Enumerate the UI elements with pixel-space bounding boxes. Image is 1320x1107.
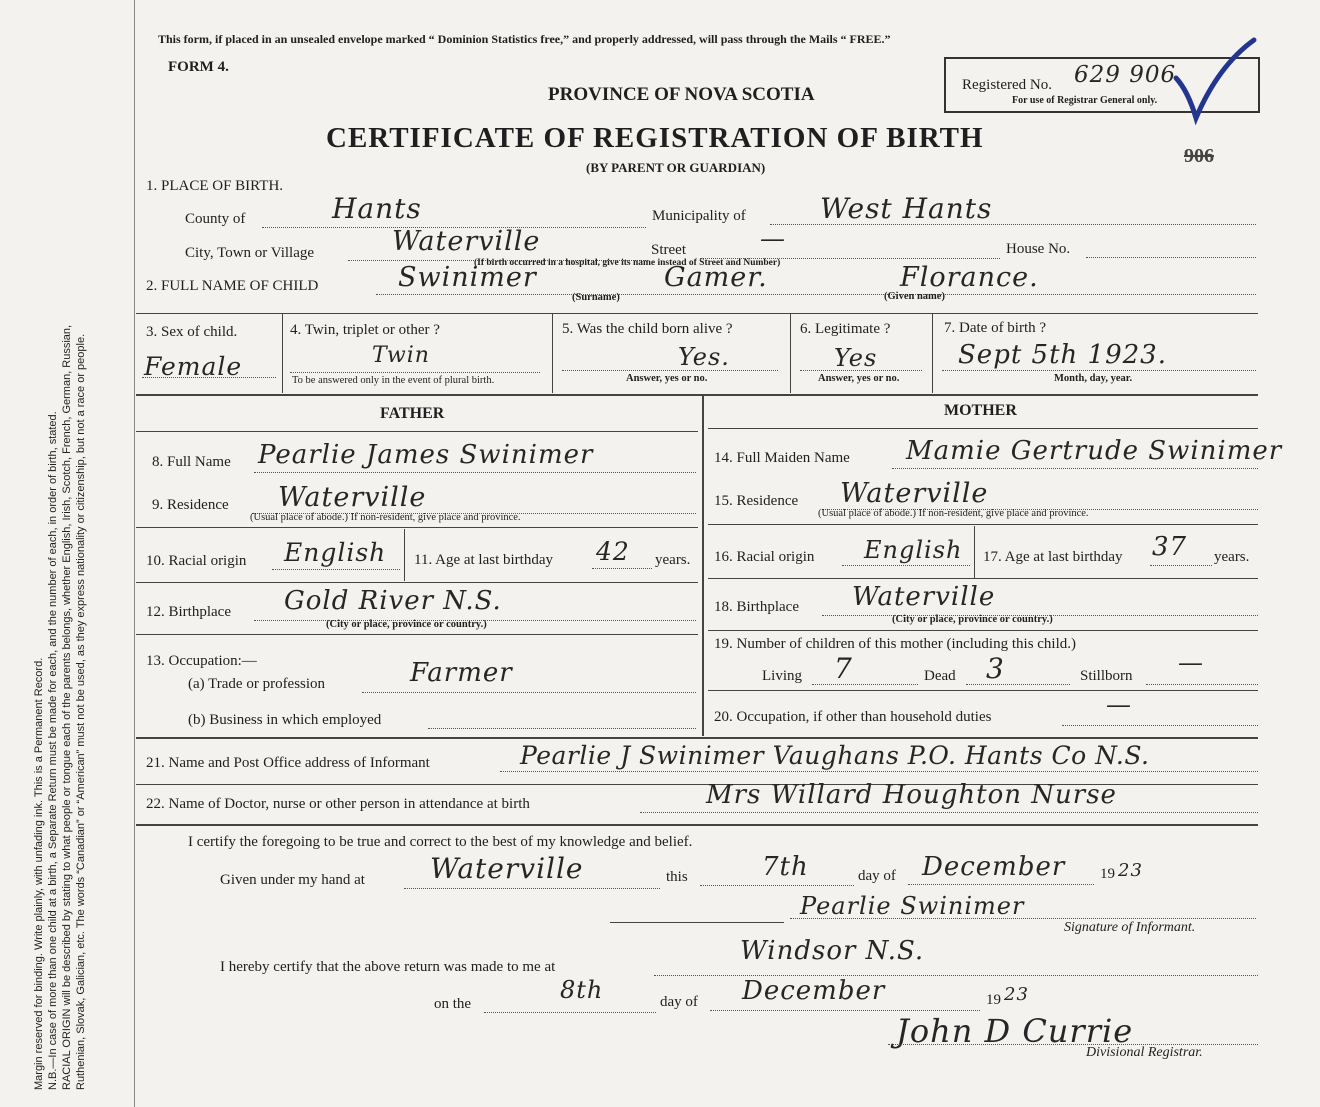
house-line xyxy=(1086,257,1256,258)
city-value: Waterville xyxy=(392,226,541,257)
business-line xyxy=(428,728,696,729)
year-prefix: 19 xyxy=(1100,866,1115,882)
column-divider xyxy=(404,529,405,581)
sex-value: Female xyxy=(144,352,243,381)
mother-residence-note: (Usual place of abode.) If non-resident, give place and province. xyxy=(818,508,1089,519)
row-divider xyxy=(136,394,1258,396)
row-divider xyxy=(136,431,698,432)
row-divider xyxy=(136,824,1258,826)
check-mark-icon xyxy=(1170,36,1260,126)
father-race-value: English xyxy=(284,538,387,567)
day-of-label: day of xyxy=(858,868,896,884)
registrar-note: For use of Registrar General only. xyxy=(1012,95,1158,106)
margin-line: RACIAL ORIGIN will be described by stating to what people or tongue each of the parents belongs, whether English, Irish, Scotch, French, German, Russian, xyxy=(61,324,73,1090)
row-divider xyxy=(136,634,698,635)
given-place-line xyxy=(404,888,660,889)
registered-number: 629 906 xyxy=(1074,62,1177,88)
house-label: House No. xyxy=(1006,241,1071,257)
on-year-value: 23 xyxy=(1004,984,1029,1005)
column-divider xyxy=(552,313,553,393)
column-divider xyxy=(282,313,283,393)
doctor-value: Mrs Willard Houghton Nurse xyxy=(706,780,1117,810)
dob-label: 7. Date of birth ? xyxy=(944,320,1047,336)
mother-birthplace-value: Waterville xyxy=(852,582,996,612)
father-birthplace-label: 12. Birthplace xyxy=(146,604,231,620)
registrar-signature: John D Currie xyxy=(896,1012,1134,1050)
signature-line xyxy=(790,918,1256,919)
mother-birthplace-note: (City or place, province or country.) xyxy=(892,614,1053,625)
mother-occupation-line xyxy=(1062,725,1258,726)
informant-signature: Pearlie Swinimer xyxy=(800,892,1025,920)
day-line xyxy=(700,885,854,886)
county-label: County of xyxy=(185,211,246,227)
row-divider xyxy=(708,630,1258,631)
surname-note: (Surname) xyxy=(572,292,620,303)
father-age-label: 11. Age at last birthday xyxy=(414,552,553,568)
living-value: 7 xyxy=(834,652,853,685)
legitimate-label: 6. Legitimate ? xyxy=(800,321,891,337)
street-label: Street xyxy=(651,242,686,258)
row-divider xyxy=(136,737,1258,739)
father-birthplace-note: (City or place, province or country.) xyxy=(326,619,487,630)
sex-label: 3. Sex of child. xyxy=(146,324,238,340)
return-label: I hereby certify that the above return was made to me at xyxy=(220,959,556,975)
margin-line: Ruthenian, Slovak, Galician, etc. The words “Canadian” or “American” must not be used, as they express nationality or citizenship, but not a race or people. xyxy=(75,333,87,1090)
stillborn-label: Stillborn xyxy=(1080,668,1133,684)
father-residence-label: 9. Residence xyxy=(152,497,229,513)
child-given-2: Florance. xyxy=(900,262,1039,293)
mother-residence-label: 15. Residence xyxy=(714,493,799,509)
doctor-label: 22. Name of Doctor, nurse or other person in attendance at birth xyxy=(146,796,530,812)
on-month-line xyxy=(710,1010,980,1011)
given-under-label: Given under my hand at xyxy=(220,872,365,888)
mother-age-line xyxy=(1150,565,1212,566)
year-value: 23 xyxy=(1118,860,1143,881)
signature-line-left xyxy=(610,922,784,923)
informant-value: Pearlie J Swinimer Vaughans P.O. Hants Co N.S. xyxy=(520,741,1150,770)
mother-occupation-value: — xyxy=(1106,690,1132,719)
month-line xyxy=(908,884,1094,885)
street-value: — xyxy=(760,224,786,253)
row-divider xyxy=(708,578,1258,579)
informant-line xyxy=(500,771,1258,772)
margin-line: Margin reserved for binding. Write plainly, with unfading ink. This is a Permanent Record. xyxy=(33,657,45,1090)
struck-number: 906 xyxy=(1184,145,1214,167)
mother-heading: MOTHER xyxy=(944,402,1017,419)
stillborn-line xyxy=(1146,684,1258,685)
county-value: Hants xyxy=(332,192,422,225)
mother-race-value: English xyxy=(864,536,963,564)
mother-occupation-label: 20. Occupation, if other than household duties xyxy=(714,709,992,725)
father-name-label: 8. Full Name xyxy=(152,454,231,470)
form-number: FORM 4. xyxy=(168,59,229,75)
mother-race-label: 16. Racial origin xyxy=(714,549,815,565)
dob-note: Month, day, year. xyxy=(1054,373,1133,384)
row-divider xyxy=(708,428,1258,429)
father-residence-note: (Usual place of abode.) If non-resident, give place and province. xyxy=(250,512,521,523)
alive-value: Yes. xyxy=(678,343,730,371)
child-name-line xyxy=(376,294,1256,295)
on-day-value: 8th xyxy=(560,976,604,1004)
on-year-prefix: 19 xyxy=(986,992,1001,1008)
mail-notice: This form, if placed in an unsealed envelope marked “ Dominion Statistics free,” and properly addressed, will pass through the Mails “ FREE.” xyxy=(158,32,891,46)
father-race-line xyxy=(272,569,400,570)
margin-instructions xyxy=(32,30,88,1090)
row-divider xyxy=(136,313,1258,314)
page-subtitle: (BY PARENT OR GUARDIAN) xyxy=(586,160,766,175)
father-heading: FATHER xyxy=(380,405,445,422)
month-value: December xyxy=(922,852,1066,882)
mother-age-value: 37 xyxy=(1152,532,1188,562)
on-day-of-label: day of xyxy=(660,994,698,1010)
mother-name-line xyxy=(892,468,1258,469)
hospital-note: (If birth occurred in a hospital, give its name instead of Street and Number) xyxy=(474,258,781,268)
municipality-value: West Hants xyxy=(820,192,993,225)
column-divider xyxy=(974,526,975,578)
registered-label: Registered No. xyxy=(962,77,1052,93)
father-age-line xyxy=(592,568,652,569)
this-label: this xyxy=(666,869,688,885)
given-place-value: Waterville xyxy=(430,852,584,885)
place-of-birth-label: 1. PLACE OF BIRTH. xyxy=(146,178,284,194)
occupation-label: 13. Occupation:— xyxy=(146,653,257,669)
mother-age-label: 17. Age at last birthday xyxy=(983,549,1123,565)
legitimate-value: Yes xyxy=(834,344,878,372)
twin-label: 4. Twin, triplet or other ? xyxy=(290,322,440,338)
mother-name-value: Mamie Gertrude Swinimer xyxy=(906,436,1283,466)
row-divider xyxy=(136,582,698,583)
dob-value: Sept 5th 1923. xyxy=(958,340,1167,370)
municipality-label: Municipality of xyxy=(652,208,746,224)
informant-label: 21. Name and Post Office address of Informant xyxy=(146,755,430,771)
certify-statement: I certify the foregoing to be true and correct to the best of my knowledge and belief. xyxy=(188,834,693,850)
sex-line xyxy=(142,377,276,378)
trade-line xyxy=(362,692,696,693)
father-age-value: 42 xyxy=(596,537,630,566)
column-divider xyxy=(932,313,933,393)
signature-label: Signature of Informant. xyxy=(1064,920,1196,935)
given-note: (Given name) xyxy=(884,291,945,302)
alive-line xyxy=(562,370,778,371)
trade-label: (a) Trade or profession xyxy=(188,676,326,692)
child-surname: Swinimer xyxy=(398,262,537,293)
mother-years: years. xyxy=(1214,549,1250,565)
dob-line xyxy=(942,370,1256,371)
father-name-value: Pearlie James Swinimer xyxy=(258,440,594,470)
business-label: (b) Business in which employed xyxy=(188,712,382,728)
twin-note: To be answered only in the event of plural birth. xyxy=(292,375,495,386)
margin-line: N.B.—In case of more than one child at a birth, a Separate Return must be made for each, and the number of each, in order of birth, stated. xyxy=(47,411,59,1090)
mother-name-label: 14. Full Maiden Name xyxy=(714,450,850,466)
father-name-line xyxy=(254,472,696,473)
child-name-label: 2. FULL NAME OF CHILD xyxy=(146,278,319,294)
living-label: Living xyxy=(762,668,802,684)
child-given-1: Gamer. xyxy=(664,262,768,293)
dead-value: 3 xyxy=(986,652,1005,685)
dead-line xyxy=(966,684,1070,685)
row-divider xyxy=(136,527,698,528)
children-label: 19. Number of children of this mother (including this child.) xyxy=(714,636,1077,652)
binding-margin-line xyxy=(134,0,135,1107)
twin-line xyxy=(290,372,540,373)
registrar-label: Divisional Registrar. xyxy=(1086,1045,1203,1060)
on-the-label: on the xyxy=(434,996,472,1012)
father-birthplace-value: Gold River N.S. xyxy=(284,586,502,616)
legitimate-note: Answer, yes or no. xyxy=(818,373,900,384)
mother-birthplace-label: 18. Birthplace xyxy=(714,599,799,615)
return-place-value: Windsor N.S. xyxy=(740,936,925,966)
day-value: 7th xyxy=(762,852,809,882)
mother-race-line xyxy=(842,565,970,566)
dead-label: Dead xyxy=(924,668,956,684)
legitimate-line xyxy=(800,370,922,371)
on-month-value: December xyxy=(742,976,886,1006)
living-line xyxy=(812,684,918,685)
father-race-label: 10. Racial origin xyxy=(146,553,247,569)
province-heading: PROVINCE OF NOVA SCOTIA xyxy=(548,84,815,105)
twin-value: Twin xyxy=(372,343,430,368)
father-residence-value: Waterville xyxy=(278,482,427,513)
doctor-line xyxy=(640,812,1258,813)
alive-label: 5. Was the child born alive ? xyxy=(562,321,733,337)
father-years: years. xyxy=(655,552,691,568)
trade-value: Farmer xyxy=(410,658,513,688)
column-divider xyxy=(790,313,791,393)
parents-divider xyxy=(702,396,704,736)
page-title: CERTIFICATE OF REGISTRATION OF BIRTH xyxy=(326,122,984,154)
row-divider xyxy=(708,690,1258,691)
alive-note: Answer, yes or no. xyxy=(626,373,708,384)
row-divider xyxy=(708,524,1258,525)
mother-residence-value: Waterville xyxy=(840,478,989,509)
stillborn-value: — xyxy=(1178,648,1204,677)
on-day-line xyxy=(484,1012,656,1013)
city-label: City, Town or Village xyxy=(185,245,315,261)
